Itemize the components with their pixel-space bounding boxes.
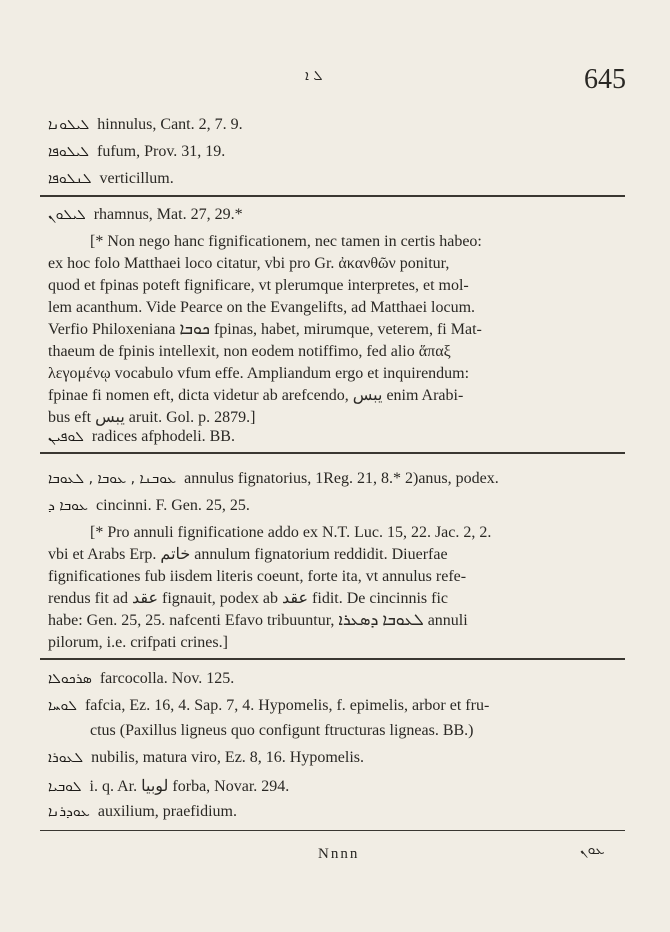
syriac-headword: ܠܝܠܘܢܐ <box>48 117 90 133</box>
syriac-headword: ܣܪܟܘܠܐ <box>48 671 92 687</box>
note-line: thaeum de fpinis intellexit, non eodem notiffimo, fed alio ἅπαξ <box>48 343 451 360</box>
entry-text: i. q. Ar. لوبيا forba, Novar. 294. <box>89 778 290 795</box>
syriac-headword: ܥܘܒܐ ܕ <box>48 498 89 514</box>
syriac-headword: ܠܘܦܝܢ <box>48 429 84 445</box>
section-rule <box>40 658 625 660</box>
rhamnus-note <box>48 231 623 429</box>
entry-text: radices afphodeli. BB. <box>91 428 235 445</box>
entry-sorba <box>48 776 289 796</box>
entry-fusum <box>48 143 225 161</box>
running-header: ܠ ܐ <box>305 68 323 84</box>
note-line: [* Non nego hanc fignificationem, nec tamen in certis habeo: <box>90 233 482 250</box>
syriac-headword: ܠܝܠܘܦܐ <box>48 144 89 160</box>
syriac-headword: ܥܘܕܪܢܐ <box>48 804 90 820</box>
note-line: bus eft يبس aruit. Gol. p. 2879.] <box>48 409 256 426</box>
syriac-headword: ܠܘܒܝܐ <box>48 779 82 795</box>
note-line: vbi et Arabs Erp. خاتم annulum fignatorium reddidit. Diuerfae <box>48 546 448 563</box>
entry-text: hinnulus, Cant. 2, 7. 9. <box>97 116 243 133</box>
note-line: quod et fpinas poteft fignificare, vt plerumque interpretes, et mol- <box>48 277 469 294</box>
entry-text: farcocolla. Nov. 125. <box>99 670 235 687</box>
entry-verticillum <box>48 170 174 188</box>
syriac-headword: ܠܝܠܘܢ <box>48 207 86 223</box>
page-number: 645 <box>584 64 626 95</box>
entry-annulus <box>48 470 499 488</box>
note-line: fignificationes fub iisdem literis coeunt, forte ita, vt annulus refe- <box>48 568 467 585</box>
entry-auxilium <box>48 803 237 821</box>
entry-nubilis <box>48 749 364 767</box>
signature-mark: Nnnn <box>318 846 360 862</box>
note-line: Verfio Philoxeniana ܟܘܒܐ fpinas, habet, mirumque, veterem, fi Mat- <box>48 321 482 338</box>
syriac-headword: ܥܘܒܢܐ , ܥܘܒܐ , ܠܥܘܒܐ <box>48 471 177 487</box>
section-rule <box>40 195 625 197</box>
entry-text: fufum, Prov. 31, 19. <box>97 143 226 160</box>
entry-hinnulus <box>48 116 243 134</box>
catchword: ܥܘܢ <box>580 842 605 858</box>
entry-rhamnus <box>48 206 243 224</box>
entry-text: auxilium, praefidium. <box>97 803 237 820</box>
entry-asphodel <box>48 428 235 446</box>
note-line: lem acanthum. Vide Pearce on the Evangelifts, ad Matthaei locum. <box>48 299 476 316</box>
syriac-headword: ܠܥܘܪܐ <box>48 750 84 766</box>
note-line: rendus fit ad عقد fignauit, podex ab عقد fidit. De cincinnis fic <box>48 590 449 607</box>
entry-fascia-cont <box>90 722 474 740</box>
note-line: ex hoc folo Matthaei loco citatur, vbi pro Gr. ἀκανθῶν ponitur, <box>48 255 450 272</box>
note-line: [* Pro annuli fignificatione addo ex N.T. Luc. 15, 22. Jac. 2, 2. <box>90 524 492 541</box>
entry-text: verticillum. <box>99 170 174 187</box>
entry-text: cincinni. F. Gen. 25, 25. <box>96 497 250 514</box>
annulus-note <box>48 522 623 654</box>
section-rule <box>40 452 625 454</box>
note-line: λεγομένῳ vocabulo vfum effe. Ampliandum ergo et inquirendum: <box>48 365 470 382</box>
entry-cincinni <box>48 497 250 515</box>
footer-rule <box>40 830 625 831</box>
entry-sarcocolla <box>48 670 234 688</box>
entry-text: fafcia, Ez. 16, 4. Sap. 7, 4. Hypomelis, f. epimelis, arbor et fru- <box>84 697 490 714</box>
entry-fascia <box>48 697 489 715</box>
entry-text: annulus fignatorius, 1Reg. 21, 8.* 2)anus, podex. <box>184 470 499 487</box>
syriac-headword: ܠܘܚܐ <box>48 698 77 714</box>
entry-text: ctus (Paxillus ligneus quo configunt ftructuras ligneas. BB.) <box>90 722 474 739</box>
syriac-headword: ܠܢܠܘܦܐ <box>48 171 92 187</box>
entry-text: rhamnus, Mat. 27, 29.* <box>93 206 243 223</box>
entry-text: nubilis, matura viro, Ez. 8, 16. Hypomelis. <box>91 749 365 766</box>
note-line: pilorum, i.e. crifpati crines.] <box>48 634 228 651</box>
note-line: habe: Gen. 25, 25. nafcenti Efavo tribuuntur, ܠܥܘܒܐ ܕܣܥܪܐ annuli <box>48 612 468 629</box>
note-line: fpinae fi nomen eft, dicta videtur ab arefcendo, يبس enim Arabi- <box>48 387 464 404</box>
